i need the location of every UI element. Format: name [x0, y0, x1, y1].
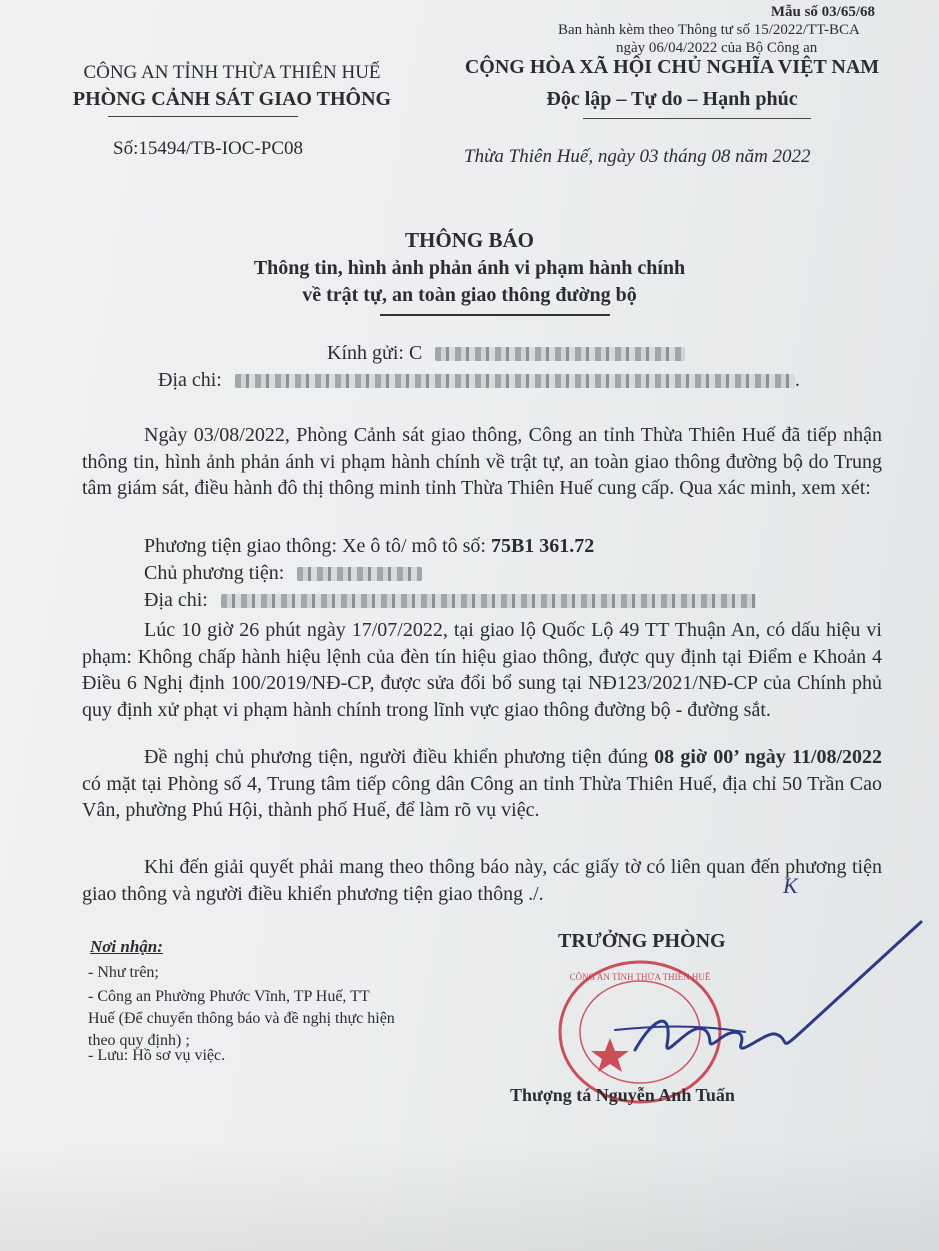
redacted-address: [235, 374, 795, 388]
issued-date-text: ngày 06/04/2022 của Bộ Công an: [616, 40, 818, 56]
kinh-gui-label: Kính gửi:: [327, 342, 404, 364]
svg-text:CÔNG AN TỈNH THỪA THIÊN HUẾ: CÔNG AN TỈNH THỪA THIÊN HUẾ: [569, 972, 711, 982]
recipient-address-tail: .: [794, 369, 800, 391]
paragraph-1: [82, 422, 882, 502]
document-number: Số:15494/TB-IOC-PC08: [113, 138, 304, 159]
subtitle-underline: [380, 314, 610, 316]
place-date: Thừa Thiên Huế, ngày 03 tháng 08 năm 2022: [464, 146, 811, 167]
recipients-item: - Như trên;: [88, 964, 159, 981]
page-shadow: [0, 1140, 939, 1251]
redacted-owner-address: [221, 594, 756, 608]
issued-with-text: Ban hành kèm theo Thông tư số 15/2022/TT-BCA: [558, 22, 860, 38]
vehicle-line: [144, 535, 594, 558]
agency-underline: [108, 116, 298, 117]
paragraph-4: Khi đến giải quyết phải mang theo thông báo này, các giấy tờ có liên quan đến phương tiện giao thông và người điều khiển phương tiện giao thông ./.: [82, 856, 882, 905]
owner-address-line: [144, 589, 756, 612]
recipients-item: theo quy định) ;: [88, 1032, 190, 1049]
form-number: Mẫu số 03/65/68: [770, 4, 875, 20]
recipients-item: - Lưu: Hồ sơ vụ việc.: [88, 1047, 226, 1064]
signer-name: Thượng tá Nguyễn Anh Tuấn: [510, 1085, 735, 1105]
motto-underline: [583, 118, 811, 119]
document-subtitle-2: về trật tự, an toàn giao thông đường bộ: [302, 284, 637, 306]
recipient-address-line: [158, 369, 800, 392]
paragraph-3: [82, 744, 882, 824]
kinh-gui-value: C: [408, 342, 423, 364]
owner-label: Chủ phương tiện:: [144, 562, 285, 584]
redacted-name: [435, 347, 685, 361]
recipients-label: Nơi nhận:: [90, 937, 163, 956]
paragraph-3-text-a: Đề nghị chủ phương tiện, người điều khiển phương tiện đúng: [144, 746, 648, 768]
owner-address-label: Địa chi:: [144, 589, 208, 611]
republic-title: CỘNG HÒA XÃ HỘI CHỦ NGHĨA VIỆT NAM: [464, 56, 880, 78]
document-title: THÔNG BÁO: [405, 228, 534, 252]
paragraph-3-text-b: có mặt tại Phòng số 4, Trung tâm tiếp công dân Công an tỉnh Thừa Thiên Huế, địa chỉ 50 Trần Cao Vân, phường Phú Hội, thành phố Huế, để làm rõ vụ việc.: [82, 772, 882, 821]
recipient-address-label: Địa chi:: [158, 369, 222, 391]
document-subtitle-1: Thông tin, hình ảnh phản ánh vi phạm hành chính: [253, 257, 686, 279]
handwritten-initial: K: [783, 873, 798, 898]
recipients-item: Huế (Để chuyển thông báo và đề nghị thực hiện: [88, 1010, 395, 1027]
paragraph-1-text: Ngày 03/08/2022, Phòng Cảnh sát giao thông, Công an tỉnh Thừa Thiên Huế đã tiếp nhận thông tin, hình ảnh phản ánh vi phạm hành chính về trật tự, an toàn giao thông đường bộ do Trung tâm giám sát, điều hành đô thị thông minh tỉnh Thừa Thiên Huế cung cấp. Qua xác minh, xem xét:: [82, 424, 882, 499]
recipient-line: [327, 342, 685, 365]
vehicle-label: Phương tiện giao thông: Xe ô tô/ mô tô số:: [144, 535, 486, 557]
department-name: PHÒNG CẢNH SÁT GIAO THÔNG: [72, 88, 392, 110]
redacted-owner: [297, 567, 422, 581]
vehicle-plate: 75B1 361.72: [490, 535, 595, 557]
recipients-item: - Công an Phường Phước Vĩnh, TP Huế, TT: [88, 988, 370, 1005]
agency-name: CÔNG AN TỈNH THỪA THIÊN HUẾ: [83, 62, 381, 83]
handwritten-signature: [595, 920, 925, 1080]
owner-line: [144, 562, 422, 585]
republic-motto: Độc lập – Tự do – Hạnh phúc: [546, 88, 798, 110]
paragraph-2: Lúc 10 giờ 26 phút ngày 17/07/2022, tại giao lộ Quốc Lộ 49 TT Thuận An, có dấu hiệu vi phạm: Không chấp hành hiệu lệnh của đèn tín hiệu giao thông, được quy định tại Điểm e Khoản 4 Điều 6 Nghị định 100/2019/NĐ-CP, được sửa đổi bổ sung tại NĐ123/2021/NĐ-CP của Chính phủ quy định xử phạt vi phạm hành chính trong lĩnh vực giao thông đường bộ - đường sắt.: [82, 619, 882, 721]
signer-position: TRƯỞNG PHÒNG: [558, 930, 726, 952]
appointment-time: 08 giờ 00’ ngày 11/08/2022: [654, 746, 883, 768]
